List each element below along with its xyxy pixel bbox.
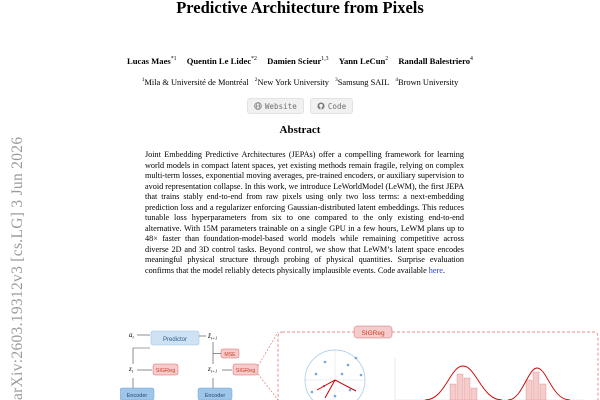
latent-label: $z_t$ (129, 365, 133, 374)
code-label: Code (327, 101, 347, 111)
abstract-text: Joint Embedding Predictive Architectures (JEPAs) offer a compelling framework for learning world models in compact latent spaces, yet existing methods remain fragile, relying on complex multi-term losses, exponential moving averages, pre-trained encoders, or auxiliary supervision to avoid representation collapse. In this work, we introduce LeWorldModel (LeWM), the first JEPA that trains stably end-to-end from raw pixels using only two loss terms: a next-embedding prediction loss and a regularizer enforcing Gaussian-distributed latent embeddings. This reduces tunable loss hyperparameters from six to one compared to the only existing end-to-end alternative. With 15M parameters trainable on a single GPU in a few hours, LeWM plans up to 48× faster than foundation-model-based world models while remaining competitive across diverse 2D and 3D control tasks. Beyond control, we show that LeWM’s latent space encodes meaningful physical structure through probing of physical quantities. Surprise evaluation confirms that the model reliably detects physically implausible events. Code available here. (145, 150, 464, 275)
author: Randall Balestriero$^4$ (398, 56, 473, 66)
sigreg-panel-title: SIGReg (361, 330, 385, 337)
author: Yann LeCun$^2$ (338, 56, 389, 66)
encoder-label: Encoder (204, 393, 226, 399)
encoder-label: Encoder (126, 393, 148, 399)
author-list (0, 56, 600, 66)
prediction-label: ẑ$_{t+1}$ (208, 332, 218, 341)
affiliation-list (0, 77, 600, 87)
abstract-heading: Abstract (279, 124, 321, 136)
arxiv-identifier: arXiv:2603.19312v3 [cs.LG] 3 Jun 2026 (9, 136, 26, 400)
action-label: $a_t$ (129, 331, 134, 340)
code-link[interactable]: here (428, 265, 443, 275)
affiliation: $^1$Mila & Université de Montréal (141, 77, 249, 87)
mse-label: MSE (224, 352, 236, 358)
paper-title: Predictive Architecture from Pixels (176, 0, 424, 17)
sigreg-label: SIGReg (235, 368, 256, 374)
link-buttons (0, 98, 600, 114)
affiliation: $^3$Samsung SAIL (335, 77, 390, 87)
method-figure (120, 318, 600, 400)
sigreg-label: SIGReg (155, 368, 176, 374)
website-label: Website (264, 101, 297, 111)
author: Lucas Maes$^{*1}$ (127, 56, 177, 66)
author: Quentin Le Lidec$^{*2}$ (186, 56, 257, 66)
arxiv-stamp (0, 90, 26, 400)
affiliation: $^2$New York University (254, 77, 329, 87)
author: Damien Scieur$^{1,3}$ (267, 56, 329, 66)
predictor-label: Predictor (162, 337, 188, 343)
website-button[interactable] (247, 98, 304, 114)
affiliation: $^4$Brown University (395, 77, 459, 87)
next-latent-label: $z_{t+1}$ (208, 365, 218, 374)
sigreg-panel (278, 332, 598, 400)
globe-icon (254, 102, 262, 110)
github-icon (317, 102, 325, 110)
code-button[interactable] (310, 98, 353, 114)
